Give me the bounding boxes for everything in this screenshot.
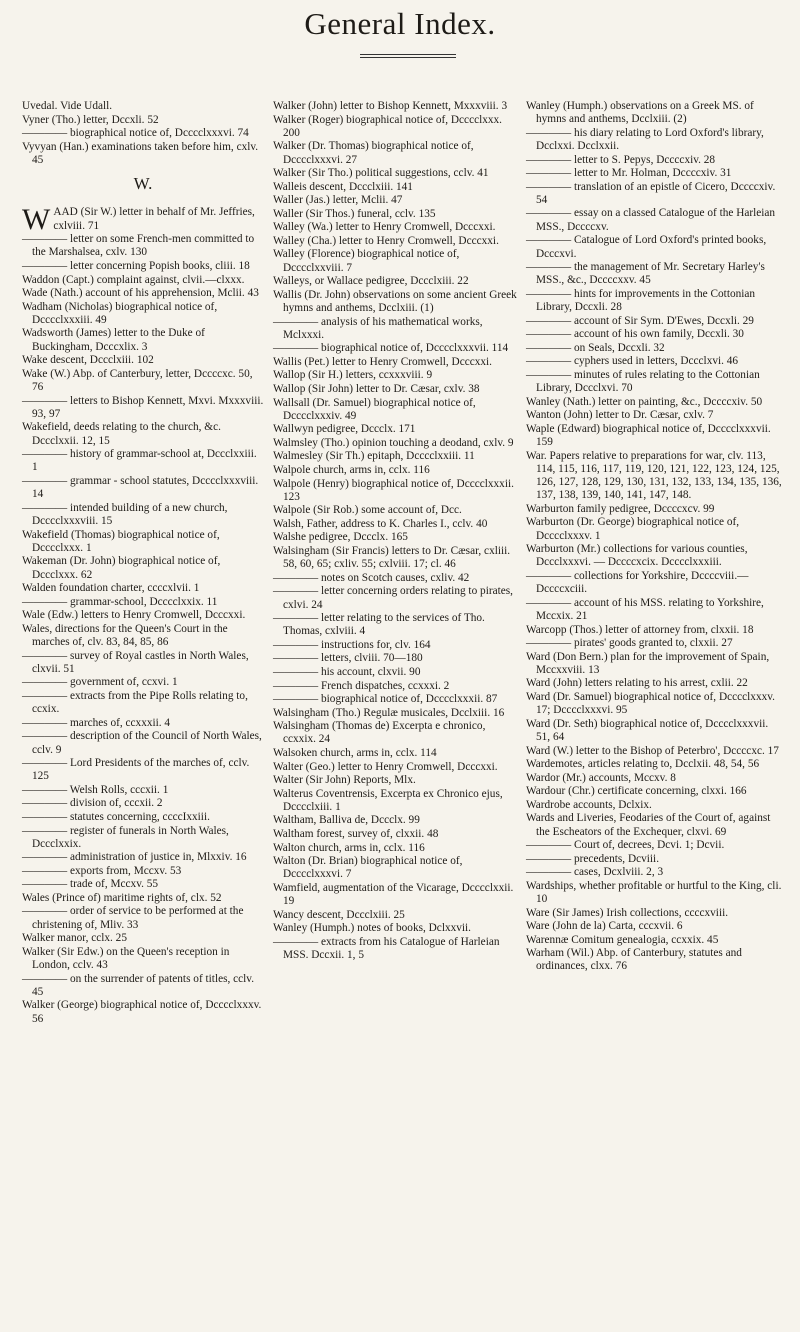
index-entry: Walsingham (Sir Francis) letters to Dr. Cæsar, cxliii. 58, 60, 65; cxliv. 55; cxlviii. 17; cl. 46: [273, 544, 511, 571]
index-entry: Wardour (Chr.) certificate concerning, clxxi. 166: [526, 785, 747, 798]
index-entry: ———— collections for Yorkshire, Dccccviii.—Dccccxciii.: [526, 569, 749, 596]
index-entry: ———— his account, clxvii. 90: [273, 666, 421, 678]
index-entry: ———— cases, Dcxlviii. 2, 3: [526, 866, 664, 879]
index-entry: ———— letter concerning Popish books, cliii. 18: [22, 259, 250, 272]
index-entry: Waller (Jas.) letter, Mclii. 47: [273, 194, 403, 207]
index-entry: ———— letter on some French-men committed to the Marshalsea, cxlv. 130: [22, 233, 255, 259]
page-title: General Index.: [304, 6, 496, 41]
letter-section-heading: W.: [133, 174, 153, 194]
index-entry: ———— statutes concerning, ccccIxxiii.: [22, 810, 210, 823]
index-entry: Walleis descent, Dccclxiii. 141: [273, 180, 413, 193]
index-entry: Warennæ Comitum genealogia, ccxxix. 45: [526, 933, 719, 946]
index-entry: Walley (Wa.) letter to Henry Cromwell, Dcccxxi.: [273, 221, 496, 234]
index-entry: Walsingham (Tho.) Regulæ musicales, Dcclxiii. 16: [273, 706, 505, 719]
index-entry: Wales, directions for the Queen's Court in the marches of, clv. 83, 84, 85, 86: [22, 622, 228, 649]
index-entry: Warburton (Dr. George) biographical notice of, Dcccclxxxv. 1: [526, 516, 740, 542]
index-entry: ———— minutes of rules relating to the Cottonian Library, Dccclxvi. 70: [526, 368, 760, 395]
index-entry: Walker (George) biographical notice of, Dcccclxxxv. 56: [22, 999, 262, 1025]
index-column-left: [22, 100, 264, 1026]
index-entry: Wanley (Nath.) letter on painting, &c., Dccccxiv. 50: [526, 395, 763, 408]
index-entry: ———— essay on a classed Catalogue of the Harleian MSS., Dccccxv.: [526, 207, 776, 233]
index-entry: ———— marches of, ccxxxii. 4: [22, 716, 171, 729]
index-entry: Walsoken church, arms in, cclx. 114: [273, 746, 437, 759]
index-entry: Ward (John) letters relating to his arrest, cxlii. 22: [526, 677, 748, 690]
index-entry: ———— extracts from his Catalogue of Harleian MSS. Dccxii. 1, 5: [273, 935, 500, 961]
index-entry: Walker (Sir Tho.) political suggestions, cclv. 41: [273, 167, 489, 180]
index-entry: ———— exports from, Mccxv. 53: [22, 864, 182, 877]
index-entry: ———— Welsh Rolls, cccxii. 1: [22, 783, 169, 796]
index-entry: Ware (Sir James) Irish collections, ccccxviii.: [526, 906, 729, 919]
index-entry: Walley (Cha.) letter to Henry Cromwell, Dcccxxi.: [273, 234, 499, 247]
index-entry: Wallis (Dr. John) observations on some ancient Greek hymns and anthems, Dcclxiii. (1): [273, 288, 517, 315]
index-entry: Ware (John de la) Carta, cccxvii. 6: [526, 920, 683, 933]
index-entry: Wallop (Sir John) letter to Dr. Cæsar, cxlv. 38: [273, 383, 480, 395]
index-entry: Wardships, whether profitable or hurtful to the King, cli. 10: [526, 879, 782, 906]
index-entry: Warburton (Mr.) collections for various counties, Dccclxxxvi. — Dccccxcix. Dcccclxxxiii.: [526, 543, 748, 569]
index-entry: ———— grammar-school, Dcccclxxix. 11: [22, 595, 218, 608]
index-entry: ———— account of Sir Sym. D'Ewes, Dccxli. 29: [526, 314, 754, 327]
index-entry: Uvedal. Vide Udall.: [22, 100, 113, 112]
index-entry: ———— translation of an epistle of Cicero, Dccccxiv. 54: [526, 180, 776, 206]
index-entry: ———— analysis of his mathematical works, Mclxxxi.: [273, 315, 483, 341]
index-entry: Walterus Coventrensis, Excerpta ex Chronico ejus, Dcccclxiii. 1: [273, 787, 503, 813]
index-entry: Ward (Don Bern.) plan for the improvement of Spain, Mccxxviii. 13: [526, 650, 770, 676]
index-entry: ———— letter to S. Pepys, Dccccxiv. 28: [526, 153, 716, 166]
index-entry: ———— biographical notice of, Dcccclxxxii. 87: [273, 693, 498, 706]
index-entry: ———— letter relating to the services of Tho. Thomas, cxlviii. 4: [273, 612, 485, 638]
index-entry: Wards and Liveries, Feodaries of the Court of, against the Escheators of the Exchequer, clxvi. 69: [526, 812, 771, 838]
index-entry: ———— Catalogue of Lord Oxford's printed books, Dcccxvi.: [526, 234, 767, 260]
index-entry: Wake descent, Dccclxiii. 102: [22, 354, 154, 367]
index-entry: Wanton (John) letter to Dr. Cæsar, cxlv. 7: [526, 409, 714, 422]
index-entry: ———— hints for improvements in the Cottonian Library, Dccxli. 28: [526, 287, 756, 314]
index-entry: Waple (Edward) biographical notice of, Dcccclxxxvii. 159: [526, 422, 771, 448]
index-entry: Ward (Dr. Samuel) biographical notice of, Dcccclxxxv. 17; Dcccclxxxvi. 95: [526, 691, 775, 717]
index-entry: ———— letter to Mr. Holman, Dccccxiv. 31: [526, 167, 732, 180]
index-entry: Walker (John) letter to Bishop Kennett, Mxxxviii. 3: [273, 100, 508, 112]
index-entry: ———— register of funerals in North Wales, Dccclxxix.: [22, 824, 229, 850]
index-entry: ———— division of, cccxii. 2: [22, 797, 163, 810]
index-entry: Walden foundation charter, ccccxlvii. 1: [22, 582, 200, 595]
index-entry: Wallwyn pedigree, Dccclx. 171: [273, 423, 416, 436]
index-entry: ———— administration of justice in, Mlxxiv. 16: [22, 851, 247, 864]
index-entry: Walshe pedigree, Dccclx. 165: [273, 531, 408, 544]
index-entry: ———— account of his MSS. relating to Yorkshire, Mccxix. 21: [526, 596, 764, 623]
index-entry: ———— biographical notice of, Dcccclxxxvii. 114: [273, 342, 509, 355]
index-entry: Wadham (Nicholas) biographical notice of, Dcccclxxxiii. 49: [22, 300, 218, 326]
index-entry: Walker (Roger) biographical notice of, Dcccclxxx. 200: [273, 113, 503, 139]
index-entry: ———— government of, ccxvi. 1: [22, 676, 178, 689]
index-entry: Walmsley (Tho.) opinion touching a deodand, cxlv. 9: [273, 436, 514, 449]
index-entry: ———— letters to Bishop Kennett, Mxvi. Mxxxviii. 93, 97: [22, 394, 264, 420]
index-entry: Wallis (Pet.) letter to Henry Cromwell, Dcccxxi.: [273, 355, 493, 368]
index-entry: ———— trade of, Mccxv. 55: [22, 878, 159, 891]
index-column-middle: [273, 100, 517, 963]
index-entry: Vyvyan (Han.) examinations taken before him, cxlv. 45: [22, 140, 259, 166]
index-entry: ———— account of his own family, Dccxli. 30: [526, 328, 744, 341]
index-entry: ———— Lord Presidents of the marches of, cclv. 125: [22, 757, 250, 783]
index-entry: Wancy descent, Dccclxiii. 25: [273, 908, 405, 921]
index-entry: Ward (Dr. Seth) biographical notice of, Dcccclxxxvii. 51, 64: [526, 717, 769, 744]
index-entry: Walter (Geo.) letter to Henry Cromwell, Dcccxxi.: [273, 760, 498, 773]
index-entry: ———— Court of, decrees, Dcvi. 1; Dcvii.: [526, 839, 725, 852]
index-entry: Waltham forest, survey of, clxxii. 48: [273, 827, 439, 840]
index-entry: Wales (Prince of) maritime rights of, clx. 52: [22, 891, 222, 904]
index-entry-text: AAD (Sir W.) letter in behalf of Mr. Jeffries, cxlviii. 71: [53, 206, 255, 232]
index-entry: ———— grammar - school statutes, Dcccclxxxviii. 14: [22, 474, 259, 501]
index-entry: Wakeman (Dr. John) biographical notice of, Dccclxxx. 62: [22, 555, 221, 581]
index-entry: ———— the management of Mr. Secretary Harley's MSS., &c., Dccccxxv. 45: [526, 261, 765, 287]
title-rule: [360, 54, 456, 55]
index-entry: Wamfield, augmentation of the Vicarage, Dcccclxxii. 19: [273, 881, 514, 908]
index-entry-first: [22, 203, 264, 237]
index-entry: Walker manor, cclx. 25: [22, 932, 127, 945]
index-entry: Wardor (Mr.) accounts, Mccxv. 8: [526, 771, 676, 784]
index-entry: ———— extracts from the Pipe Rolls relating to, ccxix.: [22, 689, 248, 716]
index-entry: Ward (W.) letter to the Bishop of Peterbro', Dccccxc. 17: [526, 744, 779, 757]
index-entry: Wanley (Humph.) notes of books, Dclxxvii.: [273, 922, 472, 935]
index-entry: ———— on Seals, Dccxli. 32: [526, 341, 665, 354]
index-entry: Wanley (Humph.) observations on a Greek MS. of hymns and anthems, Dcclxiii. (2): [526, 100, 754, 126]
index-entry: ———— letter concerning orders relating to pirates, cxlvi. 24: [273, 585, 513, 611]
index-entry: Waller (Sir Thos.) funeral, cclv. 135: [273, 207, 436, 220]
index-entry: Vyner (Tho.) letter, Dccxli. 52: [22, 113, 159, 126]
index-entry: Waltham, Balliva de, Dccclx. 99: [273, 814, 420, 827]
index-entry: ———— description of the Council of North Wales, cclv. 9: [22, 730, 262, 756]
index-entry: ———— French dispatches, ccxxxi. 2: [273, 679, 450, 692]
index-entry: Walmesley (Sir Th.) epitaph, Dcccclxxiii. 11: [273, 450, 475, 463]
index-entry: ———— order of service to be performed at the christening of, Mliv. 33: [22, 905, 244, 931]
index-entry: ———— history of grammar-school at, Dccclxxiii. 1: [22, 448, 257, 474]
index-entry: Wardrobe accounts, Dclxix.: [526, 798, 652, 811]
index-entry: Wale (Edw.) letters to Henry Cromwell, Dcccxxi.: [22, 609, 246, 622]
index-entry: Waddon (Capt.) complaint against, clvii.—clxxx.: [22, 273, 245, 286]
index-entry: Walker (Sir Edw.) on the Queen's reception in London, cclv. 43: [22, 945, 230, 972]
index-entry: Walpole (Sir Rob.) some account of, Dcc.: [273, 504, 462, 517]
index-entry: ———— his diary relating to Lord Oxford's library, Dcclxxi. Dcclxxii.: [526, 126, 764, 153]
index-entry: Walsh, Father, address to K. Charles I., cclv. 40: [273, 517, 488, 530]
index-entry: Wakefield (Thomas) biographical notice of, Dcccclxxx. 1: [22, 528, 220, 554]
index-entry: Walpole church, arms in, cclx. 116: [273, 463, 430, 476]
index-entry: Walton church, arms in, cclx. 116: [273, 841, 425, 854]
index-entry: ———— notes on Scotch causes, cxliv. 42: [273, 571, 470, 584]
index-entry: Walpole (Henry) biographical notice of, Dcccclxxxii. 123: [273, 477, 514, 503]
drop-cap: W: [22, 203, 51, 237]
index-entry: ———— biographical notice of, Dcccclxxxvi. 74: [22, 127, 249, 140]
index-entry: ———— intended building of a new church, Dcccclxxxviii. 15: [22, 501, 228, 527]
index-entry: Warcopp (Thos.) letter of attorney from, clxxii. 18: [526, 623, 754, 636]
index-entry: ———— survey of Royal castles in North Wales, clxvii. 51: [22, 649, 249, 675]
index-entry: Walley (Florence) biographical notice of, Dcccclxxviii. 7: [273, 248, 460, 274]
index-entry: Wadsworth (James) letter to the Duke of Buckingham, Dcccxlix. 3: [22, 327, 205, 353]
index-entry: Wardemotes, articles relating to, Dcclxii. 48, 54, 56: [526, 758, 760, 771]
index-entry: Walker (Dr. Thomas) biographical notice of, Dcccclxxxvi. 27: [273, 140, 474, 166]
index-entry: War. Papers relative to preparations for war, clv. 113, 114, 115, 116, 117, 119, 120, 121, 122, 123, 124, 125, 126, 127, 128, 129, 130, 131, 132, 133, 134, 135, 136, 137, 138, 139, 140, 141, 147, 148.: [526, 449, 782, 502]
index-entry: ———— precedents, Dcviii.: [526, 852, 660, 865]
index-entry: Walter (Sir John) Reports, Mlx.: [273, 774, 416, 787]
index-entry: Walton (Dr. Brian) biographical notice of, Dcccclxxxvi. 7: [273, 855, 463, 881]
index-entry: Walleys, or Wallace pedigree, Dccclxiii. 22: [273, 275, 469, 288]
title-rule: [360, 57, 456, 58]
index-entry: ———— on the surrender of patents of titles, cclv. 45: [22, 972, 255, 998]
index-entry: Warburton family pedigree, Dccccxcv. 99: [526, 502, 715, 515]
index-entry: Wallop (Sir H.) letters, ccxxxviii. 9: [273, 369, 433, 382]
index-entry: Wake (W.) Abp. of Canterbury, letter, Dccccxc. 50, 76: [22, 367, 253, 394]
index-entry: ———— instructions for, clv. 164: [273, 638, 431, 651]
index-entry: ———— cyphers used in letters, Dccclxvi. 46: [526, 355, 739, 368]
index-entry: Walsingham (Thomas de) Excerpta e chronico, ccxxix. 24: [273, 720, 486, 746]
index-entry: Wade (Nath.) account of his apprehension, Mclii. 43: [22, 287, 259, 300]
index-entry: Warham (Wil.) Abp. of Canterbury, statutes and ordinances, clxx. 76: [526, 947, 742, 973]
index-entry: Wallsall (Dr. Samuel) biographical notice of, Dcccclxxxiv. 49: [273, 396, 476, 422]
index-column-right: [526, 100, 782, 974]
index-entry: ———— letters, clviii. 70—180: [273, 652, 423, 665]
index-entry: Wakefield, deeds relating to the church, &c. Dccclxxii. 12, 15: [22, 421, 221, 447]
index-entry: ———— pirates' goods granted to, clxxii. 27: [526, 637, 733, 650]
